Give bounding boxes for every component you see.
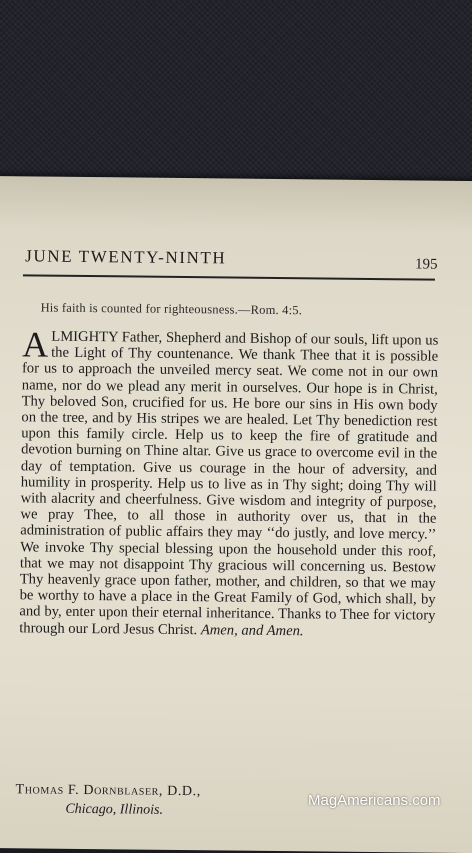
author-place: Chicago, Illinois. bbox=[65, 801, 164, 818]
prayer-text: LMIGHTY Father, Shepherd and Bishop of our souls, lift upon us the Light of Thy countenance. We thank Thee that it is possible for us to approach the unveiled mercy seat. We come not in our own name, nor do we plead any merit in ourselves. Our hope is in Christ, Thy beloved Son, crucified for us. He bore our sins in His own body on the tree, and by His stripes we are healed. Let Thy benediction rest upon this family circle. Help us to keep the fire of gratitude and devotion burning on Thine altar. Give us grace to overcome evil in the day of temptation. Give us courage in the hour of adversity, and humility in prosperity. Help us to live as in Thy sight; doing Thy will with alacrity and cheerfulness. Give wisdom and integrity of purpose, we pray Thee, to all those in authority over us, that in the administration of public affairs they may ‘‘do justly, and love mercy.’’ We invoke Thy special blessing upon the household under this roof, that we may not disappoint Thy gracious will concerning us. Bestow Thy heavenly grace upon father, mother, and children, so that we may be worthy to have a place in the Great Family of God, which shall, by and by, enter upon their eternal inheritance. Thanks to Thee for victory through our Lord Jesus Christ. bbox=[19, 328, 439, 638]
site-watermark: MagAmericans.com bbox=[308, 792, 441, 809]
scripture-epigraph: His faith is counted for righteousness.—Rom. 4:5. bbox=[40, 300, 303, 318]
prayer-closing: Amen, and Amen. bbox=[200, 621, 304, 639]
book-page bbox=[0, 176, 472, 853]
page-number: 195 bbox=[415, 256, 438, 273]
author-signature bbox=[15, 780, 201, 820]
page-header-title: JUNE TWENTY-NINTH bbox=[25, 246, 227, 268]
drop-cap: A bbox=[22, 324, 49, 365]
dark-cloth-background bbox=[0, 0, 472, 180]
author-name: Thomas F. Dornblaser, D.D., bbox=[15, 782, 201, 800]
prayer-body bbox=[19, 324, 439, 640]
header-rule bbox=[23, 274, 435, 280]
